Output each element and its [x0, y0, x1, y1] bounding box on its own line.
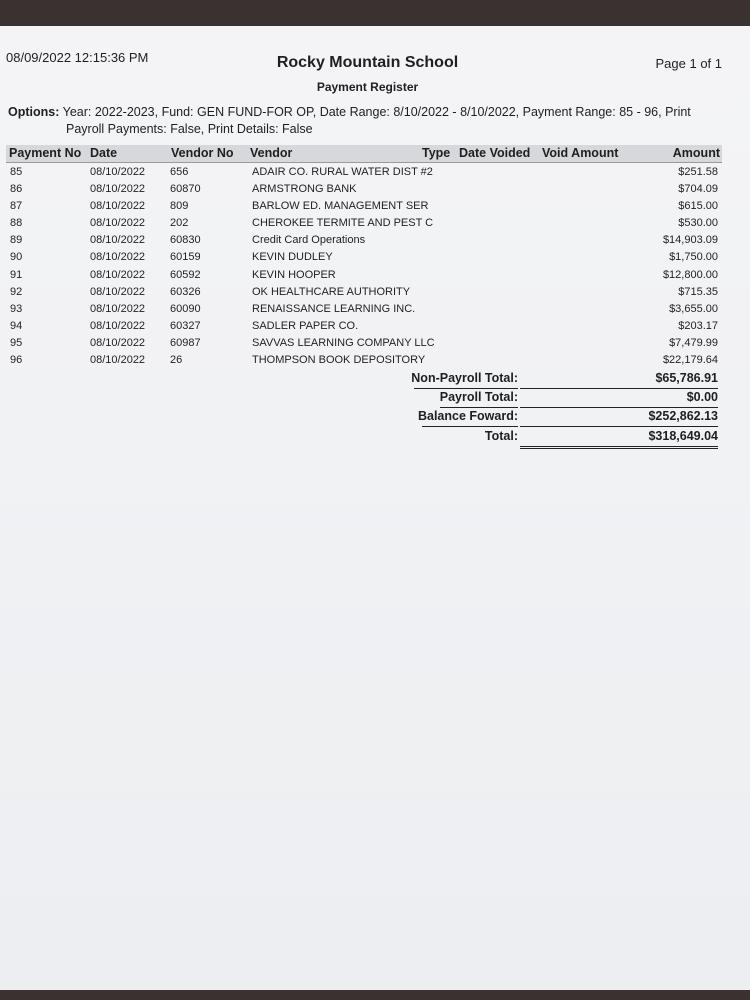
page-indicator: Page 1 of 1 [655, 56, 722, 71]
report-title: Payment Register [316, 80, 419, 94]
payment-date: 08/10/2022 [90, 166, 146, 178]
table-row [0, 336, 750, 353]
col-date: Date [90, 146, 118, 160]
grand-total-value: $318,649.04 [648, 429, 718, 443]
payment-amount: $530.00 [678, 217, 718, 230]
payment-date: 08/10/2022 [90, 234, 146, 247]
vendor-no: 60090 [170, 302, 201, 315]
vendor-no: 202 [170, 217, 189, 230]
col-amount: Amount [672, 146, 720, 160]
vendor-name: SAVVAS LEARNING COMPANY LLC [252, 336, 435, 349]
payment-amount: $7,479.99 [669, 336, 718, 349]
payment-date: 08/10/2022 [90, 336, 146, 349]
table-row [0, 302, 750, 319]
payment-date: 08/10/2022 [90, 319, 146, 332]
table-row [0, 233, 750, 250]
report-timestamp: 08/09/2022 12:15:36 PM [6, 50, 149, 65]
payment-amount: $22,179.64 [662, 354, 718, 367]
payroll-total-label: Payroll Total: [439, 390, 518, 404]
payment-no: 93 [10, 302, 23, 315]
payment-amount: $203.17 [678, 319, 718, 332]
vendor-no: 60592 [170, 268, 201, 281]
vendor-name: ADAIR CO. RURAL WATER DIST #2 [252, 166, 433, 178]
vendor-no: 60326 [170, 285, 201, 298]
table-row [0, 319, 750, 336]
options-text-1: Year: 2022-2023, Fund: GEN FUND-FOR OP, Date Range: 8/10/2022 - 8/10/2022, Payment Range: 85 - 96, Print [62, 105, 691, 119]
payment-amount: $1,750.00 [669, 251, 718, 264]
vendor-no: 26 [170, 354, 183, 367]
table-row [0, 216, 750, 233]
vendor-no: 60870 [170, 183, 201, 196]
payment-amount: $12,800.00 [662, 268, 718, 281]
options-line-2: Payroll Payments: False, Print Details: False [66, 122, 313, 136]
payment-date: 08/10/2022 [90, 217, 146, 230]
vendor-name: BARLOW ED. MANAGEMENT SER [252, 200, 429, 213]
col-payment-no: Payment No [9, 146, 82, 160]
payment-date: 08/10/2022 [90, 268, 146, 281]
table-row [0, 250, 750, 267]
grand-total-underline [520, 448, 718, 449]
payment-no: 90 [10, 251, 23, 264]
payment-amount: $615.00 [678, 200, 718, 213]
table-row [0, 182, 750, 199]
table-row [0, 285, 750, 302]
total-underline [414, 388, 518, 389]
vendor-no: 809 [170, 200, 189, 213]
vendor-name: OK HEALTHCARE AUTHORITY [252, 285, 411, 298]
payment-amount: $715.35 [678, 285, 718, 298]
table-row [0, 199, 750, 216]
payment-rows [0, 165, 750, 370]
payment-date: 08/10/2022 [90, 302, 146, 315]
vendor-no: 60159 [170, 251, 201, 264]
col-type: Type [422, 146, 451, 160]
total-underline [520, 426, 718, 427]
balance-forward-label: Balance Foward: [417, 409, 518, 423]
payment-date: 08/10/2022 [90, 285, 146, 298]
vendor-name: SADLER PAPER CO. [252, 319, 359, 332]
non-payroll-total-value: $65,786.91 [655, 371, 718, 385]
col-vendor-no: Vendor No [171, 146, 234, 160]
total-underline [520, 407, 718, 408]
vendor-no: 656 [170, 166, 189, 178]
payment-no: 95 [10, 336, 23, 349]
school-name: Rocky Mountain School [276, 54, 459, 71]
payment-amount: $14,903.09 [662, 234, 718, 247]
vendor-no: 60327 [170, 319, 201, 332]
payment-no: 86 [10, 183, 23, 196]
payment-amount: $3,655.00 [669, 302, 718, 315]
grand-total-label: Total: [484, 429, 518, 443]
payment-no: 91 [10, 268, 23, 281]
grand-total-underline [520, 446, 718, 447]
total-underline [422, 426, 518, 427]
payment-no: 94 [10, 319, 23, 332]
vendor-name: KEVIN HOOPER [252, 268, 336, 281]
options-label: Options: [8, 105, 60, 119]
report-page [0, 26, 750, 990]
balance-forward-value: $252,862.13 [648, 409, 718, 423]
table-row [0, 165, 750, 182]
table-row [0, 353, 750, 370]
payment-amount: $704.09 [678, 183, 718, 196]
payment-no: 96 [10, 354, 23, 367]
options-line-1 [8, 105, 691, 119]
payment-no: 88 [10, 217, 23, 230]
vendor-no: 60987 [170, 336, 201, 349]
vendor-name: KEVIN DUDLEY [252, 251, 333, 264]
vendor-name: Credit Card Operations [252, 234, 366, 247]
vendor-name: RENAISSANCE LEARNING INC. [252, 302, 416, 315]
col-date-voided: Date Voided [459, 146, 531, 160]
payment-date: 08/10/2022 [90, 200, 146, 213]
non-payroll-total-label: Non-Payroll Total: [411, 371, 518, 385]
payment-no: 87 [10, 200, 23, 213]
payment-date: 08/10/2022 [90, 354, 146, 367]
table-header [6, 145, 722, 163]
vendor-name: THOMPSON BOOK DEPOSITORY [252, 354, 426, 367]
payment-amount: $251.58 [678, 166, 718, 178]
payment-no: 85 [10, 166, 23, 178]
vendor-no: 60830 [170, 234, 201, 247]
vendor-name: ARMSTRONG BANK [252, 183, 357, 196]
payment-date: 08/10/2022 [90, 251, 146, 264]
payment-no: 92 [10, 285, 23, 298]
col-vendor: Vendor [250, 146, 293, 160]
total-underline [440, 407, 518, 408]
payment-no: 89 [10, 234, 23, 247]
table-row [0, 268, 750, 285]
vendor-name: CHEROKEE TERMITE AND PEST C [252, 217, 434, 230]
payroll-total-value: $0.00 [686, 390, 718, 404]
payment-date: 08/10/2022 [90, 183, 146, 196]
col-void-amount: Void Amount [542, 146, 619, 160]
total-underline [520, 388, 718, 389]
